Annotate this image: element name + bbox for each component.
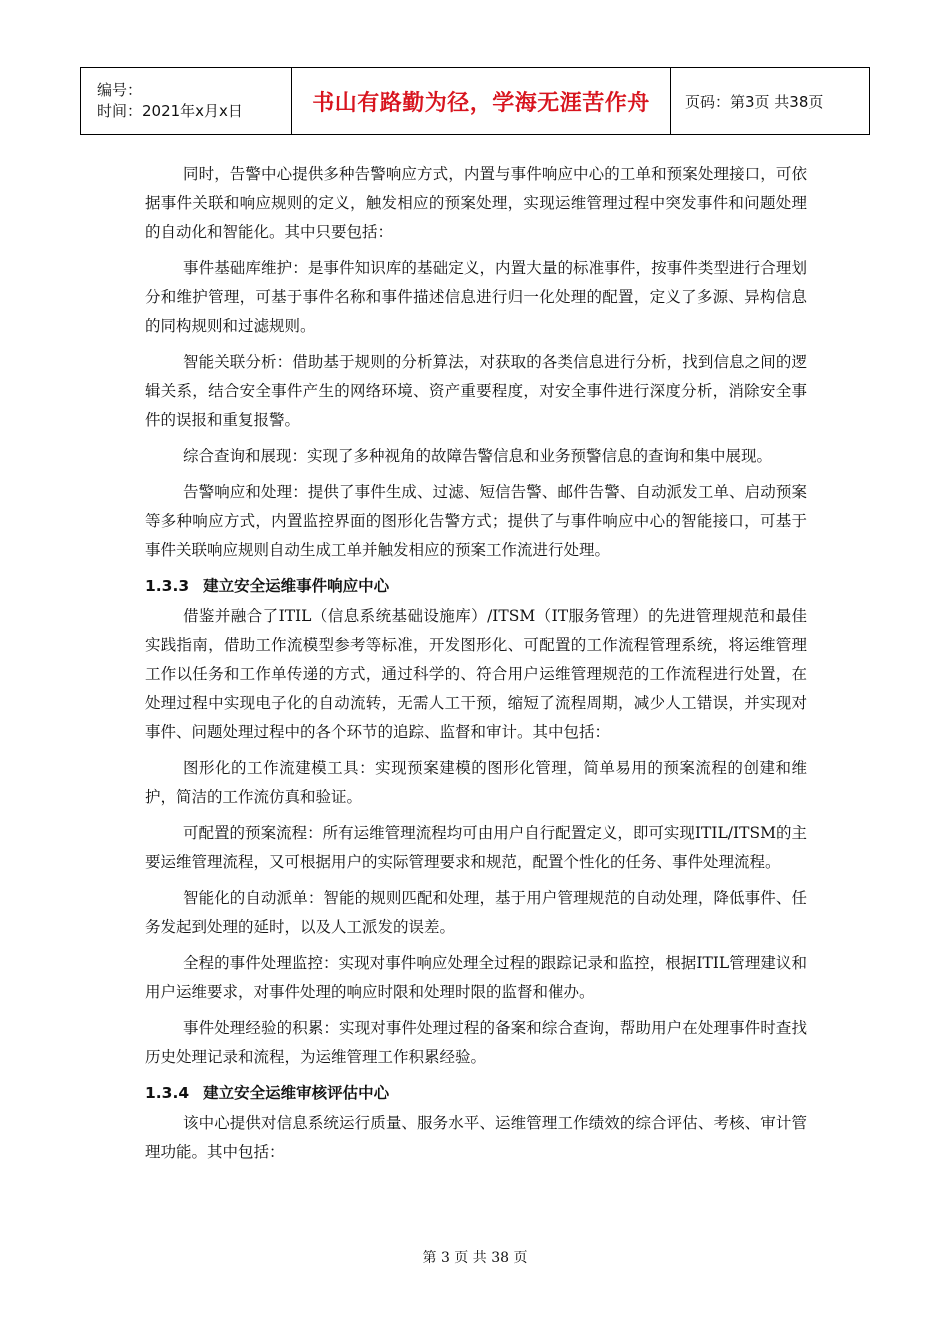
paragraph: 全程的事件处理监控：实现对事件响应处理全过程的跟踪记录和监控，根据ITIL管理建议和用户运维要求，对事件处理的响应时限和处理时限的监督和催办。 [145,954,807,1001]
section-title: 建立安全运维审核评估中心 [203,1084,390,1102]
document-body [145,160,807,1174]
section-number: 1.3.4 [145,1084,190,1102]
header-motto-cell [292,68,671,135]
paragraph: 综合查询和展现：实现了多种视角的故障告警信息和业务预警信息的查询和集中展现。 [183,447,773,465]
paragraph: 图形化的工作流建模工具：实现预案建模的图形化管理，简单易用的预案流程的创建和维护，简洁的工作流仿真和验证。 [145,759,807,806]
section-number: 1.3.3 [145,577,190,595]
page-footer: 第 3 页 共 38 页 [422,1250,528,1266]
section-title: 建立安全运维事件响应中心 [203,577,390,595]
paragraph: 同时，告警中心提供多种告警响应方式，内置与事件响应中心的工单和预案处理接口，可依据事件关联和响应规则的定义，触发相应的预案处理，实现运维管理过程中突发事件和问题处理的自动化和智能化。其中只要包括： [145,165,807,241]
paragraph: 事件处理经验的积累：实现对事件处理过程的备案和综合查询，帮助用户在处理事件时查找历史处理记录和流程，为运维管理工作积累经验。 [145,1019,807,1066]
section-heading [145,573,807,599]
page-info: 页码：第3页 共38页 [671,68,870,135]
section-heading [145,1080,807,1106]
paragraph: 告警响应和处理：提供了事件生成、过滤、短信告警、邮件告警、自动派发工单、启动预案等多种响应方式，内置监控界面的图形化告警方式；提供了与事件响应中心的智能接口，可基于事件关联响应规则自动生成工单并触发相应的预案工作流进行处理。 [145,483,807,559]
document-header [80,67,870,135]
time-label: 时间：2021年x月x日 [97,102,243,120]
number-label: 编号： [97,81,143,99]
paragraph: 可配置的预案流程：所有运维管理流程均可由用户自行配置定义，即可实现ITIL/ITSM的主要运维管理流程，又可根据用户的实际管理要求和规范，配置个性化的任务、事件处理流程。 [145,824,807,871]
paragraph: 智能关联分析：借助基于规则的分析算法，对获取的各类信息进行分析，找到信息之间的逻辑关系，结合安全事件产生的网络环境、资产重要程度，对安全事件进行深度分析，消除安全事件的误报和重复报警。 [145,353,807,429]
header-motto: 书山有路勤为径，学海无涯苦作舟 [312,90,650,116]
header-meta [81,68,292,135]
paragraph: 事件基础库维护：是事件知识库的基础定义，内置大量的标准事件，按事件类型进行合理划分和维护管理，可基于事件名称和事件描述信息进行归一化处理的配置，定义了多源、异构信息的同构规则和过滤规则。 [145,259,807,335]
paragraph: 智能化的自动派单：智能的规则匹配和处理，基于用户管理规范的自动处理，降低事件、任务发起到处理的延时，以及人工派发的误差。 [145,889,807,936]
paragraph: 借鉴并融合了ITIL（信息系统基础设施库）/ITSM（IT服务管理）的先进管理规范和最佳实践指南，借助工作流模型参考等标准，开发图形化、可配置的工作流程管理系统，将运维管理工作以任务和工作单传递的方式，通过科学的、符合用户运维管理规范的工作流程进行处置，在处理过程中实现电子化的自动流转，无需人工干预，缩短了流程周期，减少人工错误，并实现对事件、问题处理过程中的各个环节的追踪、监督和审计。其中包括： [145,607,807,741]
paragraph: 该中心提供对信息系统运行质量、服务水平、运维管理工作绩效的综合评估、考核、审计管理功能。其中包括： [145,1114,807,1161]
